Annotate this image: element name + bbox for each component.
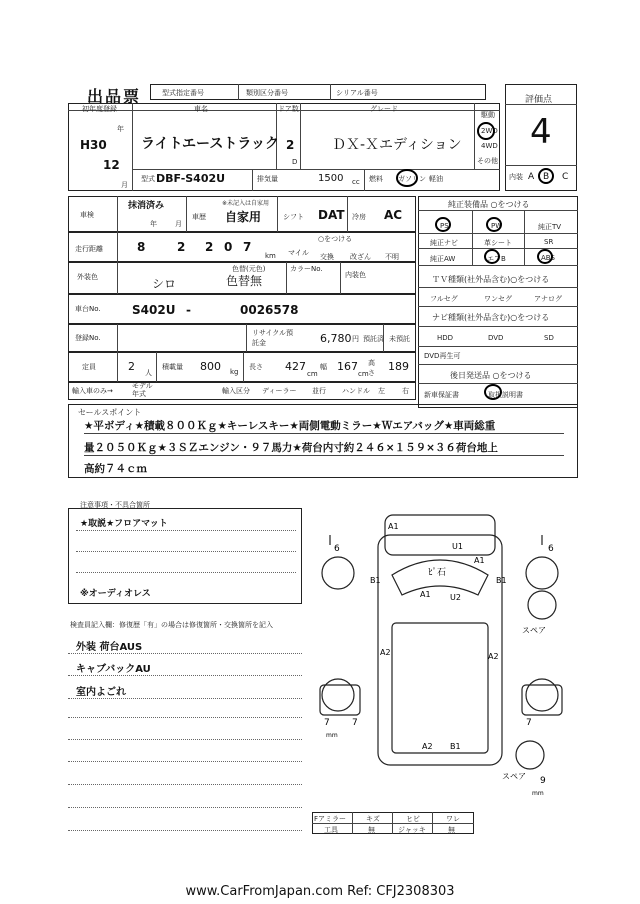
reg-year: H30 <box>80 138 107 152</box>
svg-text:B1: B1 <box>450 742 461 751</box>
svg-text:A2: A2 <box>422 742 433 751</box>
field-type-number: 型式指定番号 <box>162 89 204 97</box>
grade: ＤＸ-Ｘエディション <box>332 137 462 153</box>
length: 427 <box>285 360 306 373</box>
svg-text:9: 9 <box>540 776 546 786</box>
svg-text:A1: A1 <box>420 590 431 599</box>
form-title: 出品票 <box>87 87 142 106</box>
interior-a: A <box>528 172 535 182</box>
svg-text:mm: mm <box>532 790 544 797</box>
ps-circle <box>435 217 451 232</box>
abs-circle <box>537 249 553 264</box>
svg-text:7: 7 <box>352 718 358 728</box>
height: 189 <box>388 360 409 373</box>
recycle-amount: 6,780 <box>320 332 352 345</box>
shift: DAT <box>318 208 345 222</box>
svg-text:A2: A2 <box>488 652 499 661</box>
car-name: ライトエーストラック <box>141 136 280 152</box>
svg-text:mm: mm <box>326 732 338 739</box>
interior-c: C <box>562 172 569 182</box>
sales-line-3: 高約７４ｃｍ <box>84 463 147 475</box>
fuel-circle <box>396 169 418 187</box>
interior-label: 内装 <box>509 173 523 181</box>
manual-circle <box>484 384 502 400</box>
field-class-number: 類別区分番号 <box>246 89 288 97</box>
inspector-line-3: 室内よごれ <box>76 687 126 698</box>
svg-text:6: 6 <box>334 544 340 554</box>
svg-text:6: 6 <box>548 544 554 554</box>
svg-text:A2: A2 <box>380 648 391 657</box>
svg-text:スペア: スペア <box>522 626 546 635</box>
field-serial-number: シリアル番号 <box>336 89 378 97</box>
doors: 2 <box>286 138 295 152</box>
score-label: 評価点 <box>525 95 553 105</box>
fuel-gasoline: ガソリン <box>398 175 426 183</box>
svg-text:7: 7 <box>526 718 532 728</box>
sales-line-1: ★平ボディ★積載８００Ｋｇ★キーレスキー★両側電動ミラー★Ｗエアバッグ★車両総重 <box>84 420 496 432</box>
sales-line-2: 量２０５０Ｋｇ★３ＳＺエンジン・９７馬力★荷台内寸約２４６×１５９×３６荷台地上 <box>84 442 498 454</box>
inspector-line-1: 外装 荷台AUS <box>76 642 143 653</box>
svg-text:A1: A1 <box>474 556 485 565</box>
reg-month: 12 <box>103 158 120 172</box>
airbag-circle <box>484 249 500 264</box>
note-line-1: ★取説★フロアマット <box>80 519 168 529</box>
note-line-2: ※オーディオレス <box>80 589 151 599</box>
score-value: 4 <box>530 112 552 152</box>
svg-text:7: 7 <box>324 718 330 728</box>
car-name-label: 車名 <box>194 105 208 113</box>
year-label: 初年度登録 <box>82 105 117 113</box>
exterior-color: シロ <box>152 277 177 291</box>
history: 自家用 <box>225 210 262 224</box>
interior-b-circle <box>538 168 554 184</box>
chassis-prefix: S402U <box>132 303 176 317</box>
inspector-line-2: キャブバックAU <box>76 664 151 675</box>
load: 800 <box>200 360 221 373</box>
svg-text:B1: B1 <box>496 576 507 585</box>
width: 167 <box>337 360 358 373</box>
inspection-status: 抹消済み <box>128 201 165 211</box>
model-code: DBF-S402U <box>156 172 226 185</box>
footer-watermark: www.CarFromJapan.com Ref: CFJ2308303 <box>185 884 455 899</box>
svg-text:U2: U2 <box>450 593 461 602</box>
pw-circle <box>486 217 502 232</box>
svg-text:スペア: スペア <box>502 772 526 781</box>
ac: AC <box>384 208 403 222</box>
interior-b: B <box>543 172 550 182</box>
repaint: 色替無 <box>226 274 263 288</box>
damage-diagram <box>300 505 580 815</box>
svg-text:U1: U1 <box>452 542 463 551</box>
diag-a1-top: A1 <box>388 522 399 531</box>
capacity: 2 <box>128 360 135 373</box>
svg-text:ﾋﾟ石: ﾋﾟ石 <box>428 568 447 578</box>
displacement: 1500 <box>318 173 344 184</box>
drive-2wd-circle <box>477 122 495 140</box>
svg-text:B1: B1 <box>370 576 381 585</box>
chassis-number: 0026578 <box>240 303 299 317</box>
